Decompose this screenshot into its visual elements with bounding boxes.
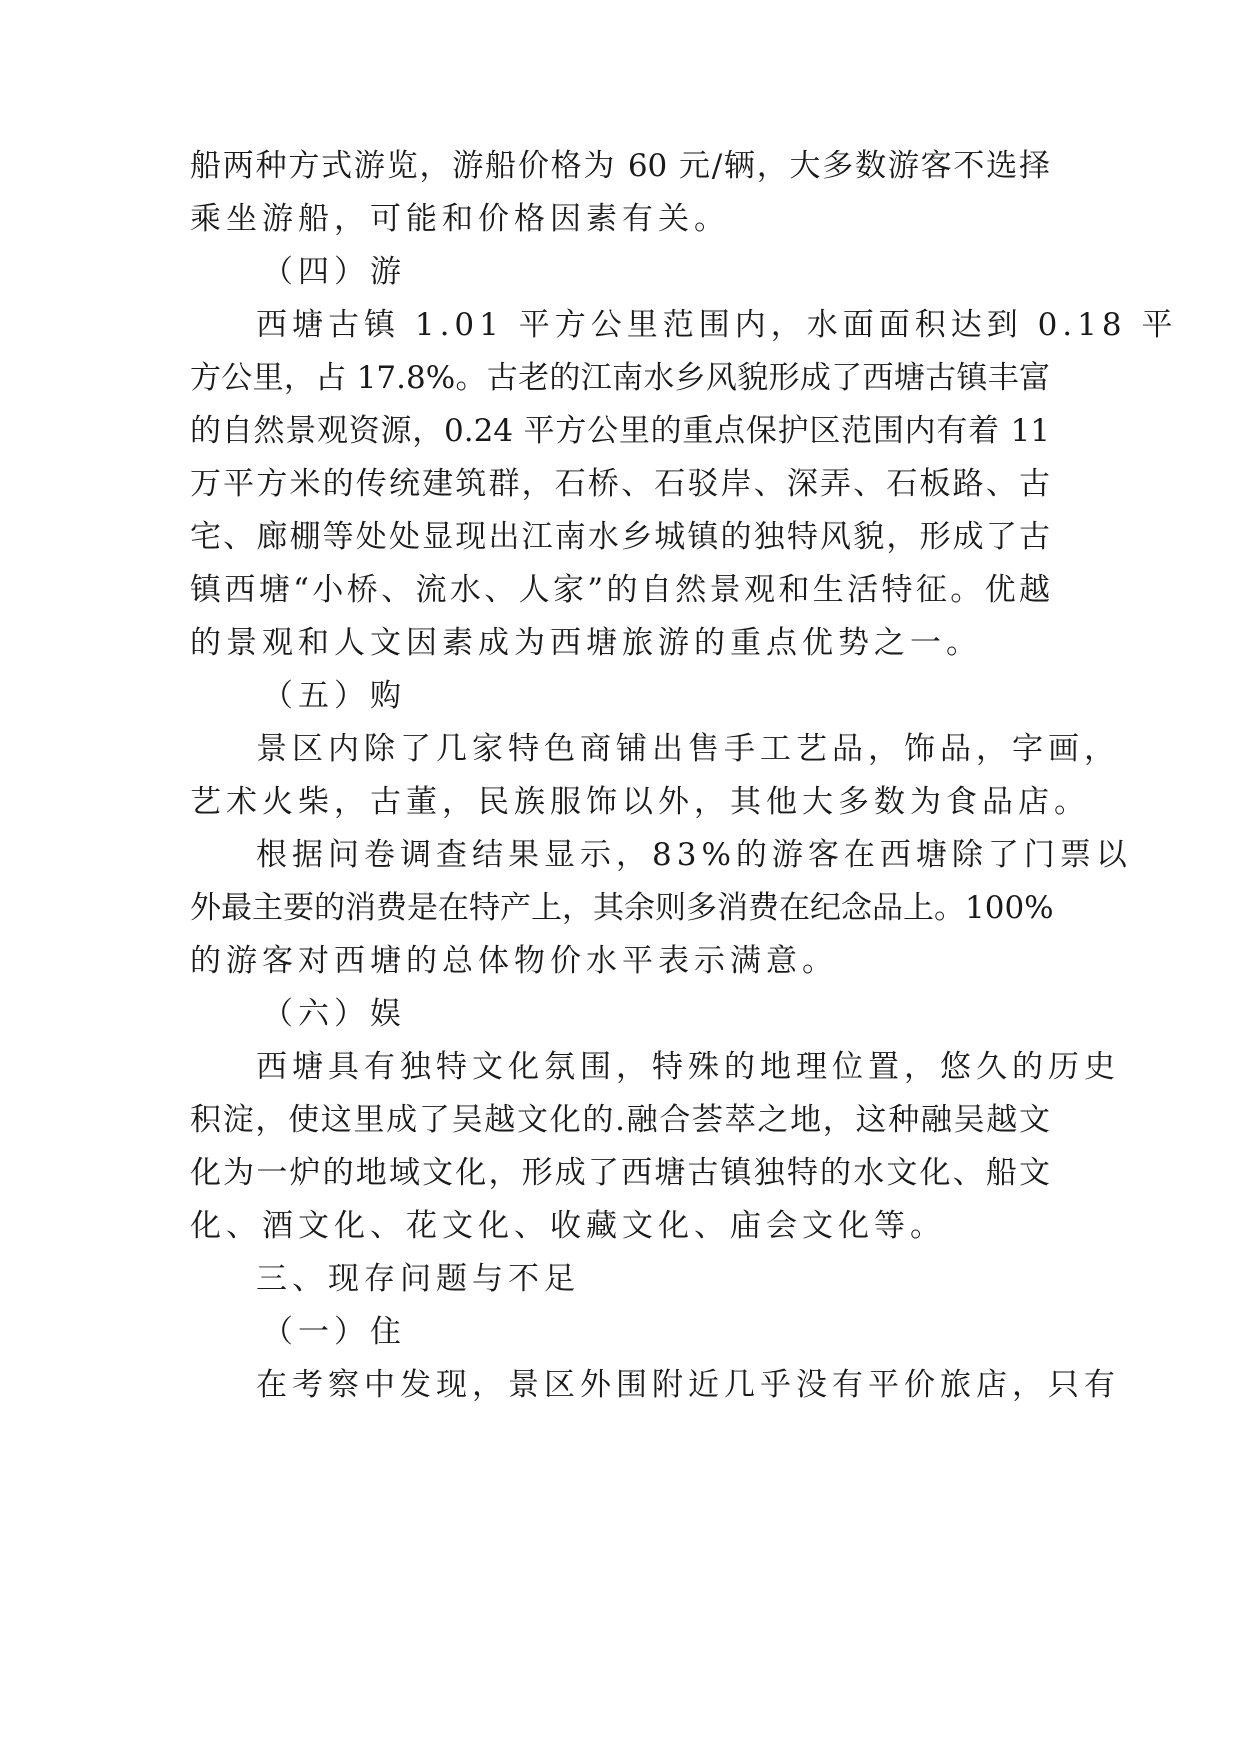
section-heading-you: （四）游	[262, 254, 406, 290]
paragraph-line: 的游客对西塘的总体物价水平表示满意。	[190, 943, 838, 979]
paragraph-line: 积淀，使这里成了吴越文化的.融合荟萃之地，这种融吴越文	[190, 1102, 1050, 1138]
paragraph-line: 船两种方式游览，游船价格为 60 元/辆，大多数游客不选择	[190, 148, 1050, 184]
paragraph-line: 西塘具有独特文化氛围，特殊的地理位置，悠久的历史	[256, 1049, 1120, 1085]
paragraph-line: 在考察中发现，景区外围附近几乎没有平价旅店，只有	[256, 1367, 1120, 1403]
paragraph-line: 宅、廊棚等处处显现出江南水乡城镇的独特风貌，形成了古	[190, 519, 1050, 555]
paragraph-line: 方公里，占 17.8%。古老的江南水乡风貌形成了西塘古镇丰富	[190, 360, 1050, 396]
paragraph-line: 镇西塘“小桥、流水、人家”的自然景观和生活特征。优越	[190, 572, 1050, 608]
paragraph-line: 万平方米的传统建筑群，石桥、石驳岸、深弄、石板路、古	[190, 466, 1050, 502]
paragraph-line: 化、酒文化、花文化、收藏文化、庙会文化等。	[190, 1208, 946, 1244]
section-heading-yu: （六）娱	[262, 996, 406, 1032]
paragraph-line: 西塘古镇 1.01 平方公里范围内，水面面积达到 0.18 平	[256, 307, 1178, 343]
paragraph-line: 的景观和人文因素成为西塘旅游的重点优势之一。	[190, 625, 982, 661]
section-heading-problems: 三、现存问题与不足	[256, 1261, 580, 1297]
paragraph-line: 景区内除了几家特色商铺出售手工艺品，饰品，字画，	[256, 731, 1120, 767]
paragraph-line: 根据问卷调查结果显示，83%的游客在西塘除了门票以	[256, 837, 1132, 873]
section-heading-gou: （五）购	[262, 678, 406, 714]
paragraph-line: 化为一炉的地域文化，形成了西塘古镇独特的水文化、船文	[190, 1155, 1050, 1191]
section-heading-zhu: （一）住	[262, 1314, 406, 1350]
paragraph-line: 乘坐游船，可能和价格因素有关。	[190, 201, 730, 237]
paragraph-line: 外最主要的消费是在特产上，其余则多消费在纪念品上。100%	[190, 890, 1054, 926]
paragraph-line: 的自然景观资源，0.24 平方公里的重点保护区范围内有着 11	[190, 413, 1050, 449]
paragraph-line: 艺术火柴，古董，民族服饰以外，其他大多数为食品店。	[190, 784, 1090, 820]
